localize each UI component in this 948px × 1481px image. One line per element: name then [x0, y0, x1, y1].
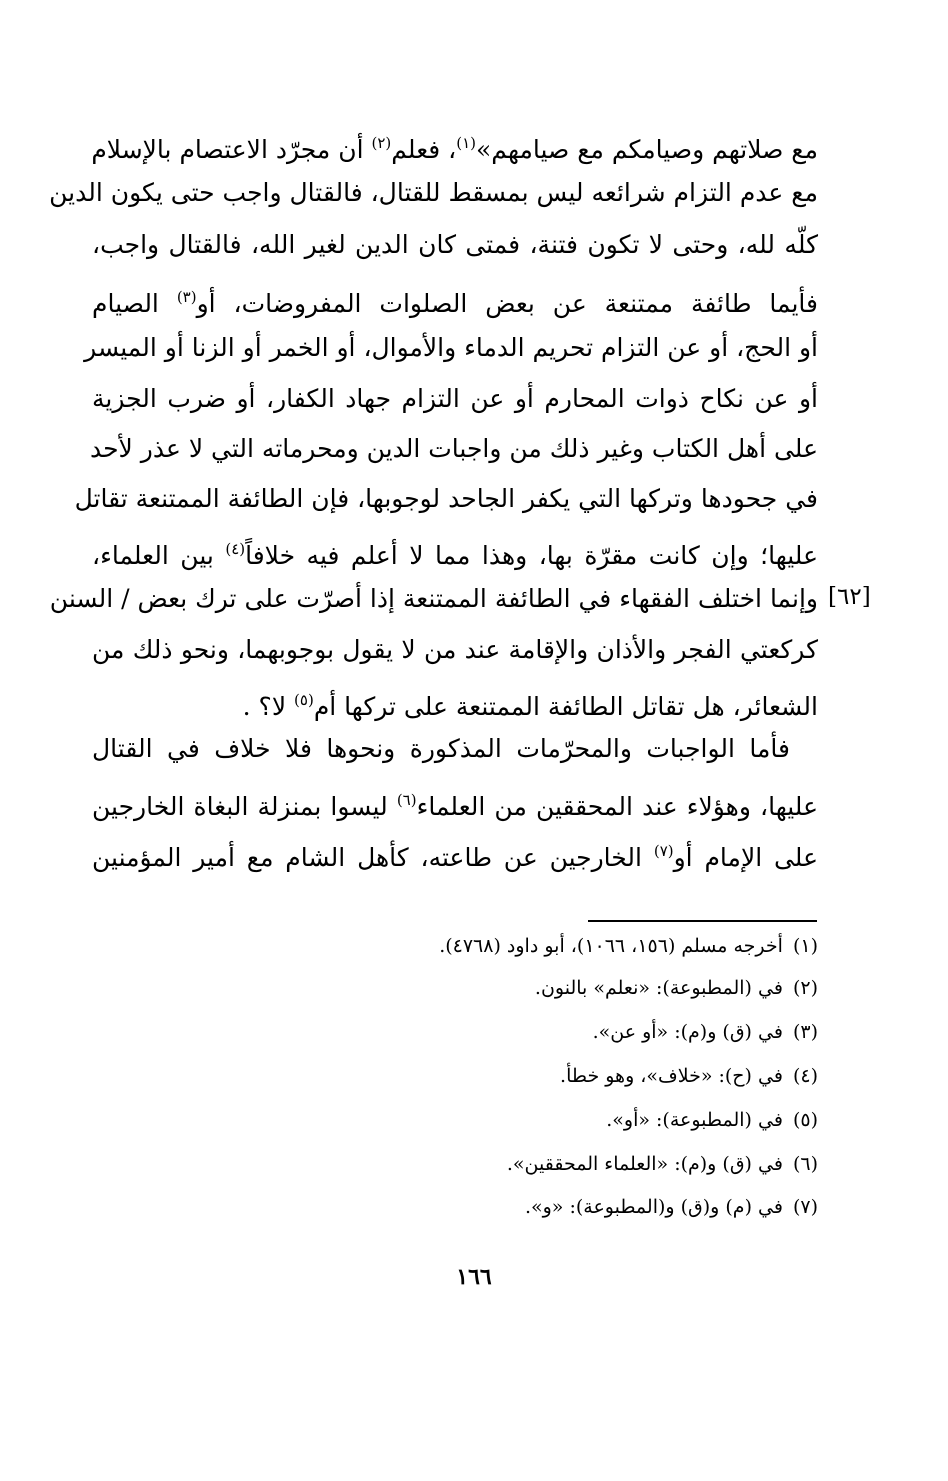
footnote-ref: (١): [456, 134, 477, 152]
footnote-number: (٢): [792, 977, 818, 999]
text-segment: عليها، وهؤلاء عند المحققين من العلماء: [416, 792, 818, 821]
page-number: ١٦٦: [456, 1264, 492, 1290]
text-line: كركعتي الفجر والأذان والإقامة عند من لا يقول بوجوبهما، ونحو ذلك من: [92, 635, 818, 664]
text-segment: لا؟ .: [242, 692, 287, 721]
text-line: في جحودها وتركها التي يكفر الجاحد لوجوبها، فإن الطائفة الممتنعة تقاتل: [74, 484, 818, 513]
footnote-ref: (٢): [371, 134, 392, 152]
footnote-number: (٥): [792, 1109, 818, 1131]
footnote-number: (١): [792, 935, 818, 957]
text-line: كلّه لله، وحتى لا تكون فتنة، فمتى كان الدين لغير الله، فالقتال واجب،: [92, 230, 818, 259]
footnote-text: في (ق) و(م): «العلماء المحققين».: [506, 1153, 783, 1175]
text-line: أو الحج، أو عن التزام تحريم الدماء والأموال، أو الخمر أو الزنا أو الميسر: [84, 333, 818, 362]
text-line: مع عدم التزام شرائعه ليس بمسقط للقتال، فالقتال واجب حتى يكون الدين: [49, 178, 818, 207]
text-line: أو عن نكاح ذوات المحارم أو عن التزام جهاد الكفار، أو ضرب الجزية: [92, 384, 818, 413]
text-segment: الخارجين عن طاعته، كأهل الشام مع أمير المؤمنين: [92, 843, 642, 872]
text-segment: الشعائر، هل تقاتل الطائفة الممتنعة على تركها أم: [313, 692, 818, 721]
text-line: [92, 126, 818, 167]
margin-page-reference: [٦٢]: [828, 584, 871, 610]
text-segment: الصيام: [92, 289, 159, 318]
footnote-ref: (٧): [653, 842, 674, 860]
footnote: [606, 1106, 818, 1134]
footnote-text: في (المطبوعة): «نعلم» بالنون.: [534, 977, 783, 999]
footnote-ref: (٤): [225, 540, 246, 558]
footnote-ref: (٦): [396, 791, 417, 809]
text-segment: أن مجرّد الاعتصام بالإسلام: [91, 135, 364, 164]
footnote-text: أخرجه مسلم (١٥٦، ١٠٦٦)، أبو داود (٤٧٦٨).: [439, 935, 783, 957]
footnote: [593, 1018, 818, 1046]
text-line: [92, 683, 818, 724]
footnote-text: في (ق) و(م): «أو عن».: [592, 1021, 783, 1043]
text-segment: ليسوا بمنزلة البغاة الخارجين: [92, 792, 388, 821]
footnote-number: (٦): [792, 1153, 818, 1175]
text-line: [92, 783, 818, 824]
footnote-separator: [588, 920, 817, 922]
footnote-number: (٤): [792, 1065, 818, 1087]
footnote: [535, 974, 818, 1002]
footnote-text: في (المطبوعة): «أو».: [606, 1109, 783, 1131]
text-segment: عليها؛ وإن كانت مقرّة بها، وهذا مما لا أعلم فيه خلافاً: [245, 541, 819, 570]
text-line: على أهل الكتاب وغير ذلك من واجبات الدين ومحرماته التي لا عذر لأحد: [89, 434, 818, 463]
text-segment: مع صلاتهم وصيامكم مع صيامهم»: [476, 135, 818, 164]
text-line: فأما الواجبات والمحرّمات المذكورة ونحوها فلا خلاف في القتال: [92, 734, 790, 763]
footnote-ref: (٣): [176, 288, 197, 306]
text-segment: على الإمام أو: [673, 843, 818, 872]
footnote-text: في (م) و(ق) و(المطبوعة): «و».: [524, 1196, 783, 1218]
text-line: وإنما اختلف الفقهاء في الطائفة الممتنعة إذا أصرّت على ترك بعض / السنن: [49, 584, 818, 613]
footnote-text: في (ح): «خلاف»، وهو خطأ.: [560, 1065, 783, 1087]
footnote: [525, 1193, 818, 1221]
footnote-number: (٧): [792, 1196, 818, 1218]
text-line: [92, 280, 818, 321]
footnote-number: (٣): [792, 1021, 818, 1043]
text-line: [92, 834, 818, 875]
footnote: [439, 932, 818, 960]
footnote: [560, 1062, 818, 1090]
footnote-ref: (٥): [294, 691, 314, 709]
text-segment: فأيما طائفة ممتنعة عن بعض الصلوات المفروضات، أو: [196, 289, 818, 318]
text-line: [92, 532, 818, 573]
text-segment: بين العلماء،: [92, 541, 214, 570]
footnote: [507, 1150, 818, 1178]
text-segment: ، فعلم: [391, 135, 457, 164]
